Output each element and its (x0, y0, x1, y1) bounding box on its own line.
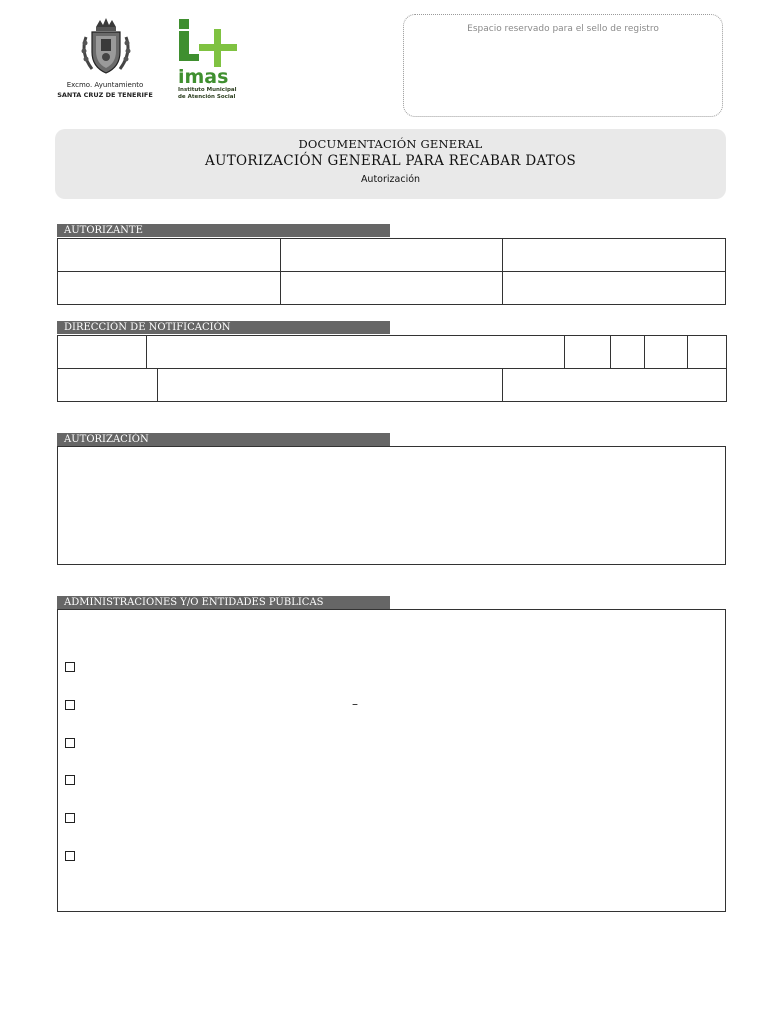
administration-checkbox[interactable] (65, 662, 75, 672)
autorizante-field[interactable] (502, 271, 726, 305)
section-header-autorizacion: AUTORIZACIÓN (57, 433, 390, 446)
administration-checkbox[interactable] (65, 775, 75, 785)
address-field[interactable] (644, 335, 688, 369)
address-field[interactable] (502, 368, 727, 402)
council-name: Excmo. Ayuntamiento (66, 81, 144, 89)
coat-of-arms-icon (78, 17, 134, 79)
address-field[interactable] (146, 335, 565, 369)
document-subtitle: Autorización (360, 174, 421, 185)
autorizante-field[interactable] (57, 271, 281, 305)
document-title: AUTORIZACIÓN GENERAL PARA RECABAR DATOS (204, 153, 576, 169)
address-field[interactable] (157, 368, 503, 402)
section-header-administraciones: ADMINISTRACIONES Y/O ENTIDADES PÚBLICAS (57, 596, 390, 609)
autorizante-field[interactable] (502, 238, 726, 272)
imas-wordmark: imas (178, 66, 229, 88)
imas-logo-icon (175, 16, 247, 100)
address-field[interactable] (57, 368, 158, 402)
administration-checkbox[interactable] (65, 813, 75, 823)
council-city: SANTA CRUZ DE TENERIFE (57, 91, 153, 99)
address-field[interactable] (610, 335, 645, 369)
address-field[interactable] (687, 335, 727, 369)
address-field[interactable] (564, 335, 611, 369)
authorization-text-area[interactable] (57, 446, 726, 565)
administration-checkbox[interactable] (65, 700, 75, 710)
autorizante-field[interactable] (280, 271, 503, 305)
section-header-direccion: DIRECCIÓN DE NOTIFICACIÓN (57, 321, 390, 334)
autorizante-field[interactable] (280, 238, 503, 272)
section-header-autorizante: AUTORIZANTE (57, 224, 390, 237)
administrations-box (57, 609, 726, 912)
imas-subtitle-line1: Instituto Municipal (178, 87, 237, 93)
dash-mark: – (352, 697, 358, 711)
imas-subtitle-line2: de Atención Social (178, 94, 236, 100)
document-category: DOCUMENTACIÓN GENERAL (298, 137, 483, 151)
autorizante-field[interactable] (57, 238, 281, 272)
administration-checkbox[interactable] (65, 851, 75, 861)
administration-checkbox[interactable] (65, 738, 75, 748)
address-field[interactable] (57, 335, 147, 369)
registry-stamp-label: Espacio reservado para el sello de registro (467, 24, 659, 34)
